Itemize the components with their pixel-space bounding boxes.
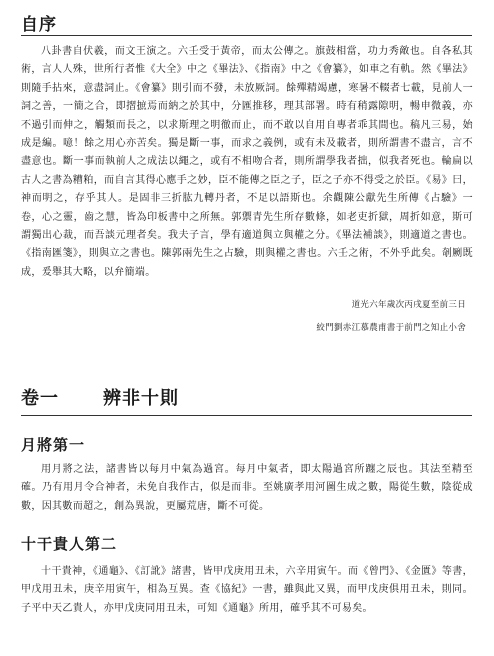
preface-title: 自序	[21, 15, 57, 35]
section-body-1: 用月將之法，諸書皆以每月中氣為過宮。每月中氣者，即太陽過宮所躔之辰也。其法至精至確。乃有用月令合神者，未免自我作古，似是而非。至姚廣孝用河圖生成之數，陽從生數，陰從成數，因其數而超之，創為異說，更屬荒唐，斷不可從。	[21, 464, 473, 512]
chapter-rule	[21, 415, 472, 416]
title-rule	[21, 35, 472, 36]
preface-date: 道光六年歲次丙戌夏至前三日	[351, 300, 466, 310]
preface-body: 八卦書自伏羲，而文王演之。六壬受于黃帝，而太公傳之。旗鼓相當，功力秀敵也。自各私其術，言人人殊，世所行者惟《大全》中之《畢法》、《指南》中之《會纂》，如車之有軌。然《畢法》則隨手拈來，意盡詞止。《會纂》則引而不發，未放厥詞。餘殫精竭慮，寒暑不輟者七載，見前人一詞之善，一簡之合，即摺摭焉而納之於其中，分匯推移，理其部署。時有稍露隙明，暢申微義，亦不過引而伸之，觸類而長之，以求斯理之明徹而止，而不敢以自用自專者乖其間也。稿凡三易，始成是編。噫！餘之用心亦苦矣。獨是斷一事，而求之義例，或有未及載者，則所謂書不盡言，言不盡意也。斷一事而執前人之成法以繩之，或有不相吻合者，則所謂學我者拙，似我者死也。輪扁以古人之書為糟粕，而自言其得心應手之妙，臣不能傳之臣之子，臣之子亦不得受之於臣。《易》曰，神而明之，存乎其人。是固非三折肱九轉丹者，不足以語斯也。余觀陳公獻先生所傳《占驗》一卷，心之靈，齒之慧，皆為印板書中之所無。郭禦青先生所存數條，如老吏折獄，周折如意，斯可謂獨出心裁，而吾談元理者矣。我夫子言，學有適道與立與權之分。《畢法補談》，則適道之書也。《指南匯箋》，則與立之書也。陳郭兩先生之占驗，則與權之書也。六壬之術，不外乎此矣。剞劂既成，爰舉其大略，以弁簡端。	[21, 46, 473, 278]
section-body-2: 十干貴神，《通龜》、《訂訛》諸書，皆甲戊庚用丑未，六辛用寅午。而《曾門》、《金匱》等書，甲戊用丑未，庚辛用寅午，相為互異。查《協紀》一書，雖與此又異，而甲戊庚俱用丑未，則同。子平中天乙貴人，亦甲戊庚同用丑未，可知《通龜》所用，確乎其不可易矣。	[21, 566, 473, 614]
chapter-number: 卷一	[21, 388, 59, 409]
chapter-title: 辨非十則	[103, 388, 179, 409]
chapter-heading	[21, 384, 179, 410]
preface-signature: 絞門劉赤江慕農甫書于前門之知止小舍	[316, 323, 466, 333]
section-heading-2: 十干貴人第二	[21, 535, 118, 553]
section-heading-1: 月將第一	[21, 436, 86, 454]
